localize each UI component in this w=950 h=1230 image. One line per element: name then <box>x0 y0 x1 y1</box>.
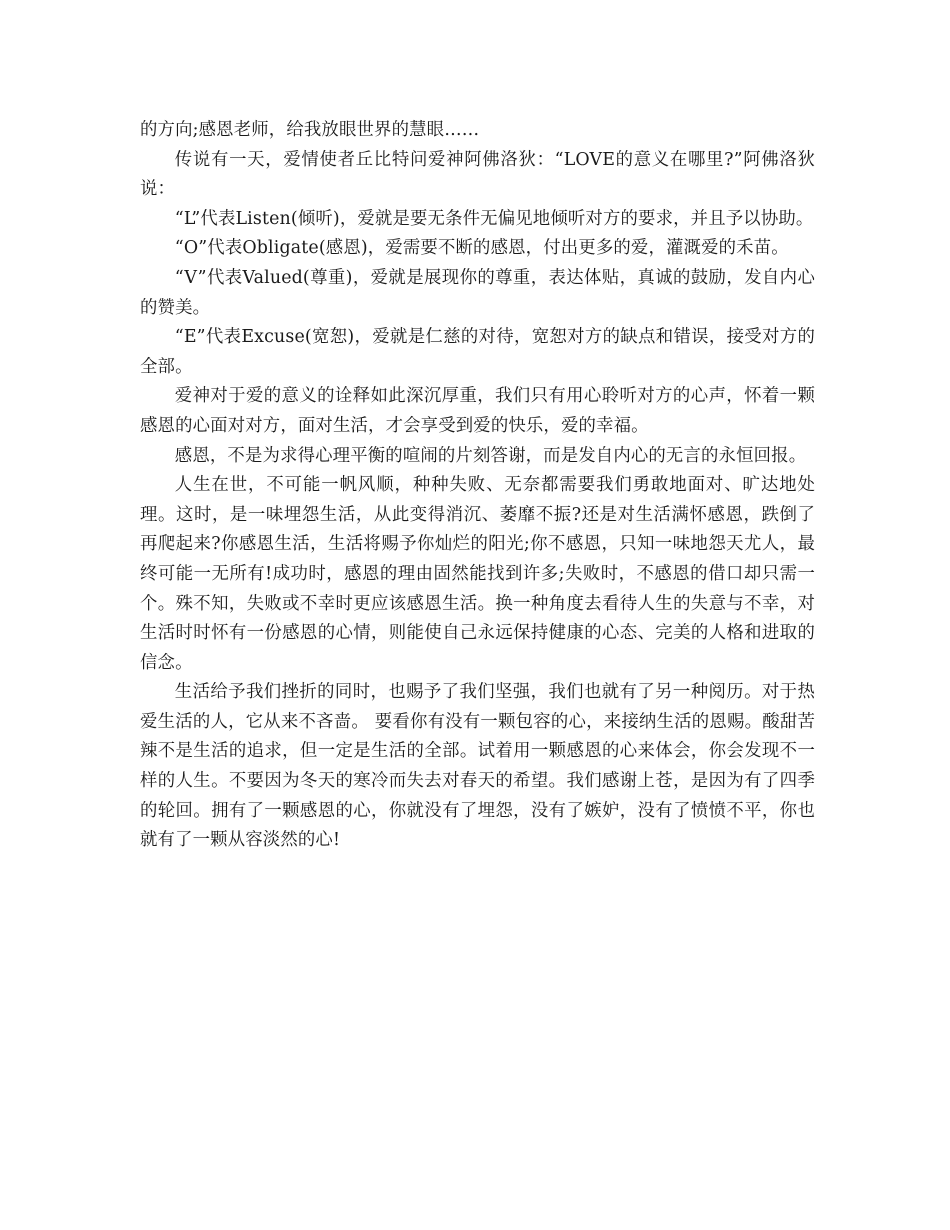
paragraph-cupid-question: 传说有一天，爱情使者丘比特问爱神阿佛洛狄：“LOVE的意义在哪里?”阿佛洛狄说： <box>140 149 815 200</box>
paragraph-gratitude: 感恩，不是为求得心理平衡的喧闹的片刻答谢，而是发自内心的无言的永恒回报。 <box>174 445 807 466</box>
paragraph-love-l: “L”代表Listen(倾听)，爱就是要无条件无偏见地倾听对方的要求，并且予以协助。 <box>174 208 814 229</box>
paragraph-love-e: “E”代表Excuse(宽恕)，爱就是仁慈的对待，宽恕对方的缺点和错误，接受对方的全部。 <box>140 327 815 377</box>
paragraph-interpretation: 爱神对于爱的意义的诠释如此深沉厚重，我们只有用心聆听对方的心声，怀着一颗感恩的心面对对方，面对生活，才会享受到爱的快乐，爱的幸福。 <box>140 386 815 436</box>
paragraph-living: 生活给予我们挫折的同时，也赐予了我们坚强，我们也就有了另一种阅历。对于热爱生活的人，它从来不吝啬。 要看你有没有一颗包容的心，来接纳生活的恩赐。酸甜苦辣不是生活的追求，但一定是生活的全部。试着用一颗感恩的心来体会，你会发现不一样的人生。不要因为冬天的寒冷而失去对春天的希望。我们感谢上苍，是因为有了四季的轮回。拥有了一颗感恩的心，你就没有了埋怨，没有了嫉妒，没有了愤愤不平，你也就有了一颗从容淡然的心! <box>140 682 815 851</box>
paragraph-love-v: “V”代表Valued(尊重)，爱就是展现你的尊重，表达体贴，真诚的鼓励，发自内心的赞美。 <box>140 267 815 318</box>
paragraph-continuation: 的方向;感恩老师，给我放眼世界的慧眼…… <box>140 120 480 140</box>
paragraph-life: 人生在世，不可能一帆风顺，种种失败、无奈都需要我们勇敢地面对、旷达地处理。这时，是一味埋怨生活，从此变得消沉、萎靡不振?还是对生活满怀感恩，跌倒了再爬起来?你感恩生活，生活将赐予你灿烂的阳光;你不感恩，只知一味地怨天尤人，最终可能一无所有!成功时，感恩的理由固然能找到许多;失败时，不感恩的借口却只需一个。殊不知，失败或不幸时更应该感恩生活。换一种角度去看待人生的失意与不幸，对生活时时怀有一份感恩的心情，则能使自己永远保持健康的心态、完美的人格和进取的信念。 <box>140 475 815 673</box>
paragraph-love-o: “O”代表Obligate(感恩)，爱需要不断的感恩，付出更多的爱，灌溉爱的禾苗。 <box>174 238 789 259</box>
document-body <box>140 116 815 856</box>
